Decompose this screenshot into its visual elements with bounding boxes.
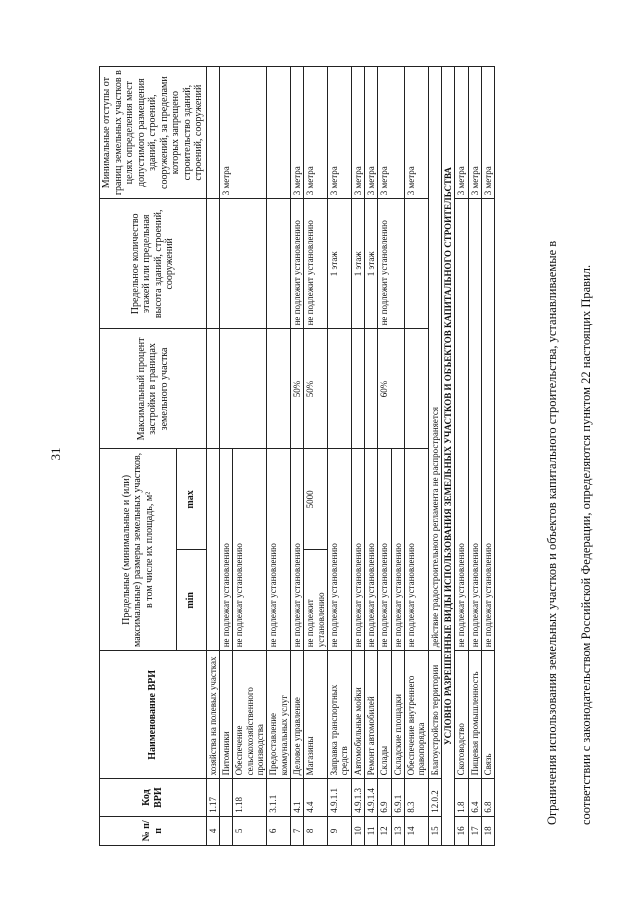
cell-size: не подлежат установлению — [327, 449, 351, 651]
cell-size-min: не подлежит установлению — [304, 550, 328, 651]
header-name: Наименование ВРИ — [100, 651, 207, 779]
cell-num: 10 — [351, 816, 364, 845]
cell-size: не подлежат установлению — [455, 199, 468, 651]
cell-size: не подлежат установлению — [391, 449, 404, 651]
cell-size: не подлежат установлению — [364, 449, 377, 651]
header-row — [100, 67, 177, 846]
table-row — [219, 67, 232, 846]
cell-code: 6.8 — [482, 779, 495, 816]
cell-floors: 1 этаж — [364, 199, 377, 329]
header-code: Код ВРИ — [100, 779, 207, 816]
table-row — [327, 67, 351, 846]
cell-floors: 1 этаж — [351, 199, 364, 329]
table-row — [206, 67, 219, 846]
cell-code: 1.17 — [206, 779, 219, 816]
cell-size: не подлежат установлению — [405, 449, 429, 651]
cell-name: Склады — [378, 651, 391, 779]
cell-floors: не подлежит установлению — [290, 199, 303, 329]
cell-num: 18 — [482, 816, 495, 845]
cell-code: 8.3 — [405, 779, 429, 816]
cell-num: 17 — [468, 816, 481, 845]
cell-name: хозяйства на полевых участках — [206, 651, 219, 779]
cell-indent — [206, 67, 219, 199]
cell-size: не подлежат установлению — [351, 449, 364, 651]
table-row — [428, 67, 441, 846]
cell-num: 12 — [378, 816, 391, 845]
cell-num: 4 — [206, 816, 219, 845]
cell-num: 14 — [405, 816, 429, 845]
cell-name: Обеспечение сельскохозяйственного производства — [233, 651, 267, 779]
cell-name: Благоустройство территории — [428, 651, 441, 779]
cell-code: 6.4 — [468, 779, 481, 816]
cell-name: Автомобильные мойки — [351, 651, 364, 779]
header-pct: Максимальный процент застройки в границах земельного участка — [100, 329, 207, 449]
cell-code: 12.0.2 — [428, 779, 441, 816]
cell-size: не подлежат установлению — [378, 449, 391, 651]
cell-size-max: 5000 — [304, 449, 328, 550]
cell-name: Ремонт автомобилей — [364, 651, 377, 779]
cell-pct — [267, 329, 291, 449]
cell-pct: 50% — [304, 329, 328, 449]
caption-line-1: Ограничения использования земельных участков и объектов капитального строительства, устанавливаемые в — [545, 240, 559, 825]
section-title: УСЛОВНО РАЗРЕШЕННЫЕ ВИДЫ ИСПОЛЬЗОВАНИЯ ЗЕМЕЛЬНЫХ УЧАСТКОВ И ОБЪЕКТОВ КАПИТАЛЬНОГО СТРОИТЕЛЬСТВА — [442, 67, 455, 846]
cell-indent: 3 метра — [378, 67, 405, 199]
cell-size — [206, 449, 219, 651]
table-row — [364, 67, 377, 846]
table-row — [290, 67, 303, 846]
cell-num: 7 — [290, 816, 303, 845]
cell-pct — [206, 329, 219, 449]
table-row — [455, 67, 468, 846]
cell-pct — [219, 329, 266, 449]
cell-num: 5 — [233, 816, 267, 845]
cell-size: не подлежат установлению — [482, 199, 495, 651]
cell-name: Скотоводство — [455, 651, 468, 779]
cell-code: 4.9.1.1 — [327, 779, 351, 816]
cell-pct — [327, 329, 351, 449]
cell-indent: 3 метра — [327, 67, 351, 199]
cell-floors: не подлежит установлению — [378, 199, 405, 329]
cell-num: 8 — [304, 816, 328, 845]
cell-indent — [267, 67, 291, 199]
regulations-table — [99, 66, 495, 846]
cell-pct — [351, 329, 364, 449]
cell-pct: 60% — [378, 329, 405, 449]
cell-size: действие градостроительного регламента не распространяется — [428, 67, 441, 651]
cell-num: 13 — [391, 816, 404, 845]
cell-name: Заправка транспортных средств — [327, 651, 351, 779]
header-floors: Предельное количество этажей или предельная высота зданий, строений, сооружений — [100, 199, 207, 329]
cell-floors — [219, 199, 266, 329]
cell-code — [219, 779, 232, 816]
table-row — [267, 67, 291, 846]
cell-indent: 3 метра — [405, 67, 429, 199]
cell-name: Связь — [482, 651, 495, 779]
cell-num: 9 — [327, 816, 351, 845]
cell-num: 11 — [364, 816, 377, 845]
restrictions-caption — [535, 80, 635, 825]
cell-indent: 3 метра — [290, 67, 303, 199]
table-row — [482, 67, 495, 846]
cell-name: Предоставление коммунальных услуг — [267, 651, 291, 779]
cell-code: 4.4 — [304, 779, 328, 816]
table-row — [351, 67, 364, 846]
header-indent: Минимальные отступы от границ земельных участков в целях определения мест допустимого размещения зданий, строений, сооружений, за пределами которых запрещено строительство зданий, строений, сооружений — [100, 67, 207, 199]
cell-name: Деловое управление — [290, 651, 303, 779]
cell-pct — [364, 329, 377, 449]
header-num: № п/п — [100, 816, 207, 845]
cell-code: 6.9 — [378, 779, 391, 816]
cell-indent: 3 метра — [219, 67, 266, 199]
header-max: max — [176, 449, 206, 550]
cell-name: Обеспечение внутреннего правопорядка — [405, 651, 429, 779]
cell-code: 4.1 — [290, 779, 303, 816]
cell-name: Питомники — [219, 651, 232, 779]
cell-code: 1.8 — [455, 779, 468, 816]
cell-indent: 3 метра — [468, 67, 481, 199]
header-size-group: Предельные (минимальные и (или) максимальные) размеры земельных участков, в том числе их площадь, м² — [100, 449, 177, 651]
table-row — [304, 67, 328, 846]
page-number: 31 — [48, 447, 63, 461]
table-row — [378, 67, 391, 846]
cell-floors: 1 этаж — [327, 199, 351, 329]
cell-num: 16 — [455, 816, 468, 845]
cell-num: 15 — [428, 816, 441, 845]
cell-size: не подлежат установлению — [219, 449, 232, 651]
cell-num — [219, 816, 232, 845]
cell-code: 3.1.1 — [267, 779, 291, 816]
cell-size: не подлежат установлению — [267, 449, 291, 651]
section-row — [442, 67, 455, 846]
cell-floors — [267, 199, 291, 329]
cell-code: 6.9.1 — [391, 779, 404, 816]
cell-floors — [206, 199, 219, 329]
cell-floors — [405, 199, 429, 329]
cell-indent: 3 метра — [304, 67, 328, 199]
cell-code: 4.9.1.4 — [364, 779, 377, 816]
table-row — [405, 67, 429, 846]
cell-num: 6 — [267, 816, 291, 845]
cell-floors: не подлежит установлению — [304, 199, 328, 329]
header-min: min — [176, 550, 206, 651]
cell-pct: 50% — [290, 329, 303, 449]
caption-line-2: соответствии с законодательством Российской Федерации, определяются пунктом 22 настоящих Правил. — [579, 264, 593, 825]
cell-size: не подлежат установлению — [290, 449, 303, 651]
cell-indent: 3 метра — [351, 67, 364, 199]
cell-indent: 3 метра — [364, 67, 377, 199]
cell-size: не подлежат установлению — [233, 449, 267, 651]
cell-indent: 3 метра — [482, 67, 495, 199]
cell-code: 1.18 — [233, 779, 267, 816]
cell-pct — [405, 329, 429, 449]
cell-name: Магазины — [304, 651, 328, 779]
cell-name: Пищевая промышленность — [468, 651, 481, 779]
table-row — [468, 67, 481, 846]
cell-size: не подлежат установлению — [468, 199, 481, 651]
cell-indent: 3 метра — [455, 67, 468, 199]
cell-code: 4.9.1.3 — [351, 779, 364, 816]
cell-name: Складские площадки — [391, 651, 404, 779]
